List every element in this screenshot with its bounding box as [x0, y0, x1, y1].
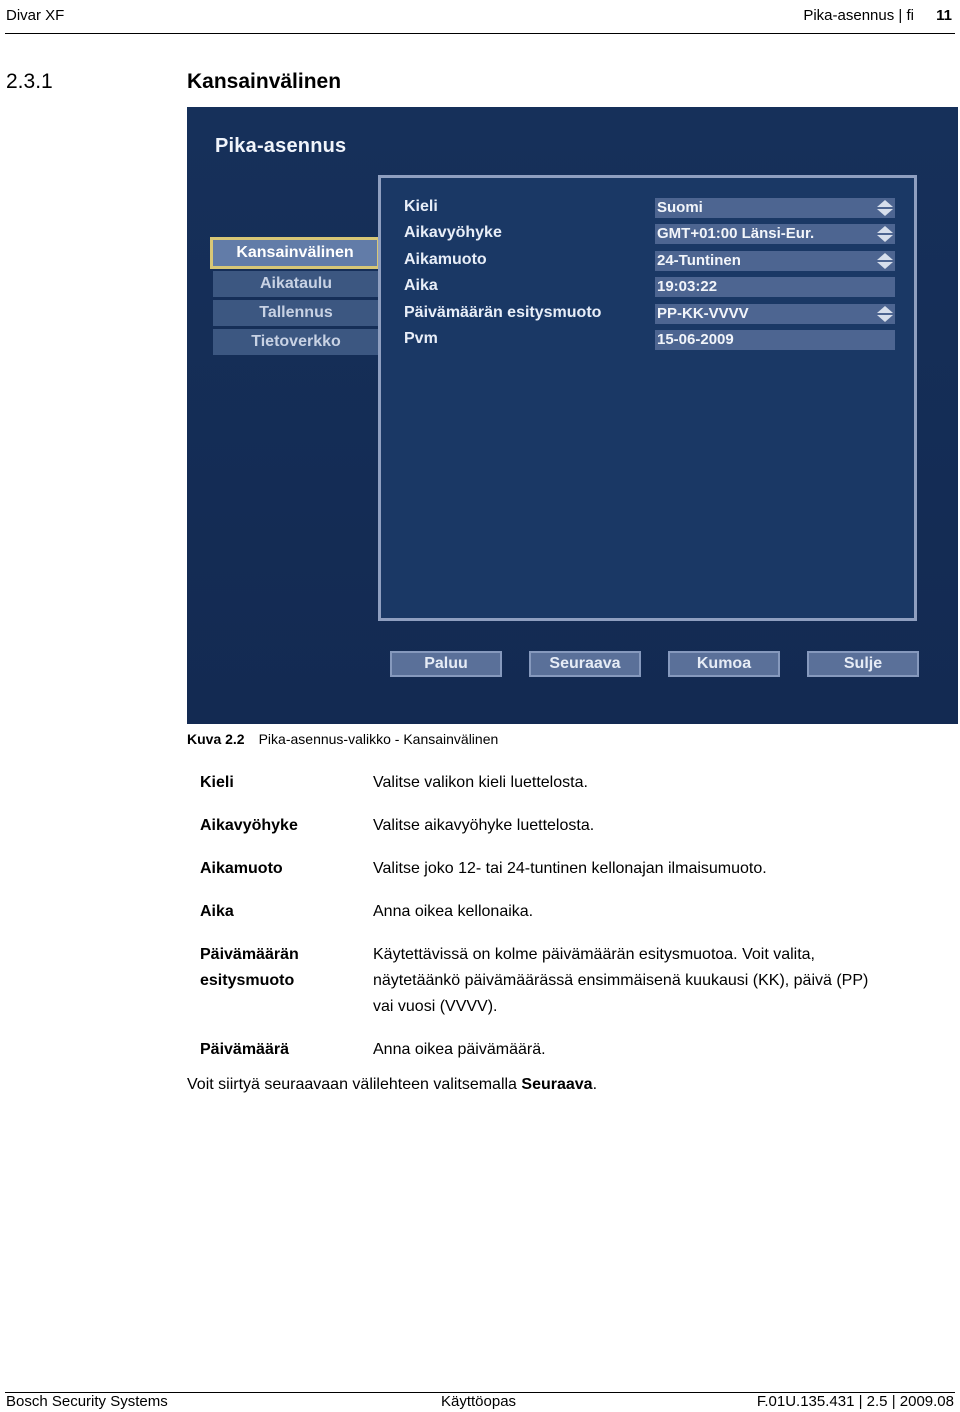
def-date-format-line3: vai vuosi (VVVV). — [373, 998, 498, 1015]
header-separator: | — [898, 7, 903, 24]
term-aikavyohyke: Aikavyöhyke — [200, 817, 298, 834]
nav-item-kansainvalinen[interactable]: Kansainvälinen — [210, 237, 380, 269]
footer-date: 2009.08 — [899, 1393, 954, 1410]
closing-end: . — [592, 1076, 598, 1093]
def-date-format-line2: näytetäänkö päivämäärässä ensimmäisenä kuukausi (KK), päivä (PP) — [373, 972, 869, 989]
nav-item-tietoverkko[interactable]: Tietoverkko — [213, 329, 379, 355]
def-aikavyohyke: Valitse aikavyöhyke luettelosta. — [373, 817, 595, 834]
timezone-value: GMT+01:00 Länsi-Eur. — [657, 225, 815, 242]
figure-caption-text: Pika-asennus-valikko - Kansainvälinen — [258, 731, 499, 747]
row-label-aikavyohyke: Aikavyöhyke — [404, 224, 502, 241]
def-kieli: Valitse valikon kieli luettelosta. — [373, 774, 588, 791]
nav-item-tallennus[interactable]: Tallennus — [213, 300, 379, 326]
time-format-select[interactable] — [655, 251, 895, 271]
date-input[interactable]: 15-06-2009 — [655, 330, 895, 350]
def-aika: Anna oikea kellonaika. — [373, 903, 534, 920]
page-number: 11 — [936, 7, 952, 24]
row-label-aikamuoto: Aikamuoto — [404, 251, 487, 268]
header-right — [803, 7, 952, 24]
close-button[interactable]: Sulje — [807, 651, 919, 677]
closing-bold: Seuraava — [521, 1076, 593, 1093]
footer-doc-info: F.01U.135.431 | 2.5 | 2009.08 — [756, 1393, 954, 1410]
quick-install-screenshot — [187, 107, 958, 724]
spinner-arrows-icon[interactable] — [877, 226, 893, 242]
figure-label: Kuva 2.2 — [187, 731, 245, 747]
row-label-date-format: Päivämäärän esitysmuoto — [404, 304, 602, 321]
header-product: Divar XF — [6, 7, 65, 24]
def-date-format — [373, 942, 943, 1020]
header-rule — [5, 33, 955, 34]
def-date-format-line1: Käytettävissä on kolme päivämäärän esitysmuotoa. Voit valita, — [373, 946, 815, 963]
nav-item-aikataulu[interactable]: Aikataulu — [213, 271, 379, 297]
cancel-button[interactable]: Kumoa — [668, 651, 780, 677]
row-label-pvm: Pvm — [404, 330, 438, 347]
term-kieli: Kieli — [200, 774, 234, 791]
figure-caption — [187, 731, 498, 747]
header-language: fi — [906, 7, 914, 24]
time-format-value: 24-Tuntinen — [657, 252, 741, 269]
footer-version: 2.5 — [866, 1393, 888, 1410]
closing-text: Voit siirtyä seuraavaan välilehteen valitsemalla — [187, 1076, 522, 1093]
language-select[interactable] — [655, 198, 895, 218]
footer-doc-type: Käyttöopas — [441, 1393, 517, 1410]
footer-company: Bosch Security Systems — [6, 1393, 168, 1410]
term-paivamaara: Päivämäärä — [200, 1041, 289, 1058]
screen-title: Pika-asennus — [215, 135, 347, 157]
time-input[interactable]: 19:03:22 — [655, 277, 895, 297]
back-button[interactable]: Paluu — [390, 651, 502, 677]
date-format-value: PP-KK-VVVV — [657, 305, 749, 322]
section-number: 2.3.1 — [6, 70, 53, 93]
language-value: Suomi — [657, 199, 703, 216]
spinner-arrows-icon[interactable] — [877, 253, 893, 269]
row-label-kieli: Kieli — [404, 198, 438, 215]
term-aikamuoto: Aikamuoto — [200, 860, 283, 877]
closing-paragraph — [187, 1076, 597, 1094]
footer-doc-id: F.01U.135.431 — [756, 1393, 855, 1410]
section-title: Kansainvälinen — [187, 70, 342, 93]
spinner-arrows-icon[interactable] — [877, 306, 893, 322]
term-date-format — [200, 942, 299, 994]
def-paivamaara: Anna oikea päivämäärä. — [373, 1041, 546, 1058]
def-aikamuoto: Valitse joko 12- tai 24-tuntinen kellonajan ilmaisumuoto. — [373, 860, 767, 877]
date-format-select[interactable] — [655, 304, 895, 324]
term-date-format-line1: Päivämäärän — [200, 946, 299, 963]
spinner-arrows-icon[interactable] — [877, 200, 893, 216]
term-date-format-line2: esitysmuoto — [200, 972, 295, 989]
next-button[interactable]: Seuraava — [529, 651, 641, 677]
header-section: Pika-asennus — [803, 7, 895, 24]
row-label-aika: Aika — [404, 277, 438, 294]
timezone-select[interactable] — [655, 224, 895, 244]
term-aika: Aika — [200, 903, 234, 920]
